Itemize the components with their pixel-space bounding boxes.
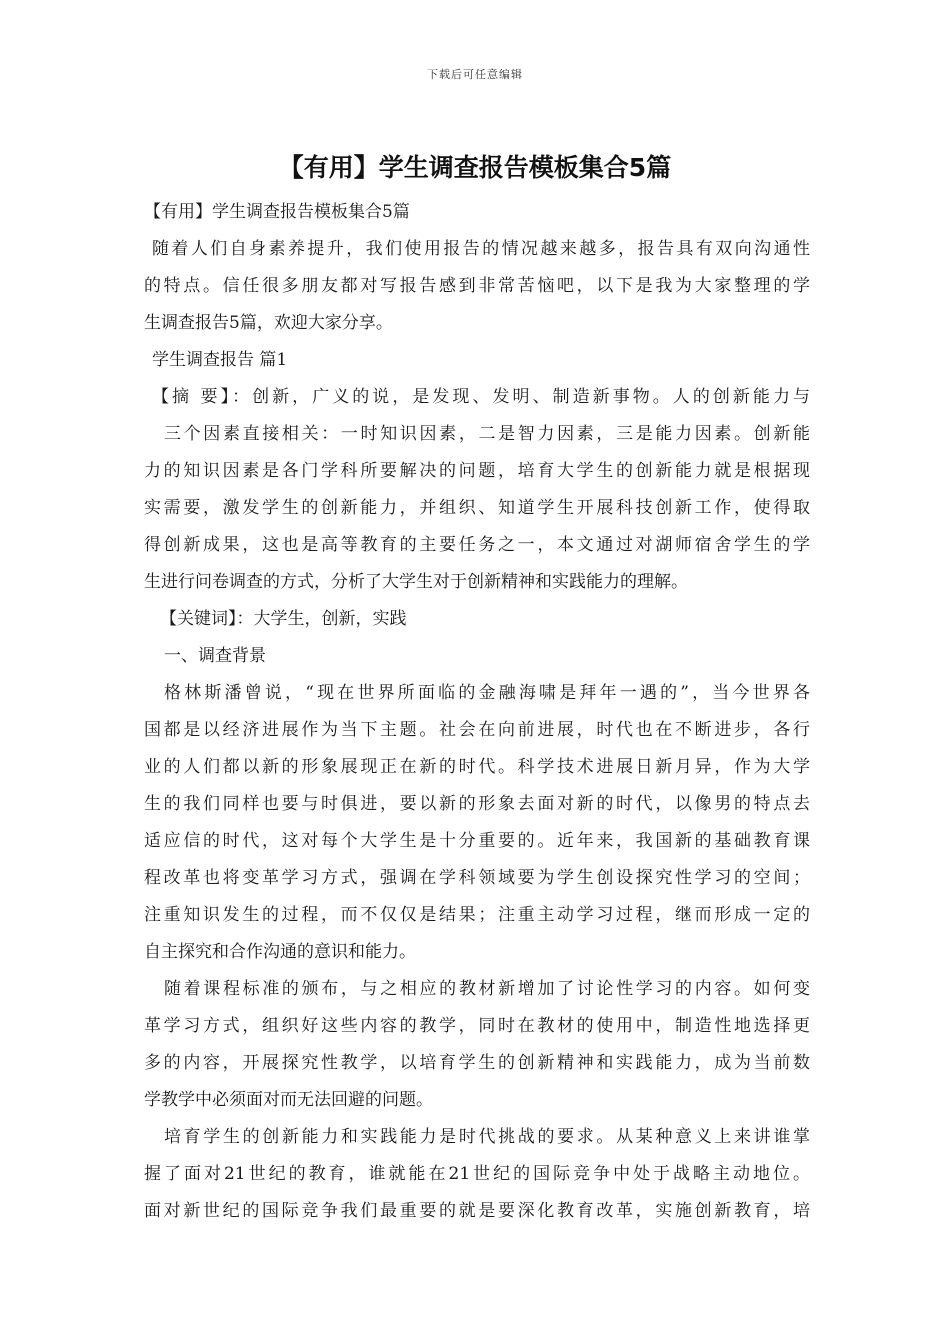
text-line: 力的知识因素是各门学科所要解决的问题，培育大学生的创新能力就是根据现 xyxy=(144,461,810,481)
text-line: 适应信的时代，这对每个大学生是十分重要的。近年来，我国新的基础教育课 xyxy=(144,831,810,851)
text-line: 实需要，激发学生的创新能力，并组织、知道学生开展科技创新工作，使得取 xyxy=(144,498,810,518)
header-note: 下载后可任意编辑 xyxy=(427,68,523,81)
text-line: 生进行问卷调查的方式，分析了大学生对于创新精神和实践能力的理解。 xyxy=(144,572,688,592)
text-line: 面对新世纪的国际竞争我们最重要的就是要深化教育改革，实施创新教育，培 xyxy=(144,1201,810,1221)
text-line: 自主探究和合作沟通的意识和能力。 xyxy=(144,942,416,962)
text-line: 三个因素直接相关：一时知识因素，二是智力因素，三是能力因素。创新能 xyxy=(164,424,810,444)
text-line: 【有用】学生调查报告模板集合5篇 xyxy=(144,202,410,222)
text-line: 学教学中必须面对而无法回避的问题。 xyxy=(144,1090,433,1110)
document-title: 【有用】学生调查报告模板集合5篇 xyxy=(278,153,672,182)
text-line: 多的内容，开展探究性教学，以培育学生的创新精神和实践能力，成为当前数 xyxy=(144,1053,810,1073)
text-line: 革学习方式，组织好这些内容的教学，同时在教材的使用中，制造性地选择更 xyxy=(144,1016,810,1036)
text-line: 生调查报告5篇，欢迎大家分享。 xyxy=(144,313,393,333)
text-line: 程改革也将变革学习方式，强调在学科领域要为学生创设探究性学习的空间； xyxy=(144,868,810,888)
text-line: 培育学生的创新能力和实践能力是时代挑战的要求。从某种意义上来讲谁掌 xyxy=(164,1127,810,1147)
text-line: 业的人们都以新的形象展现正在新的时代。科学技术进展日新月异，作为大学 xyxy=(144,757,810,777)
text-line: 一、调查背景 xyxy=(164,646,266,666)
text-line: 的特点。信任很多朋友都对写报告感到非常苦恼吧，以下是我为大家整理的学 xyxy=(144,276,810,296)
text-line: 生的我们同样也要与时俱进，要以新的形象去面对新的时代，以像男的特点去 xyxy=(144,794,810,814)
text-line: 国都是以经济进展作为当下主题。社会在向前进展，时代也在不断进步，各行 xyxy=(144,720,810,740)
text-line: 得创新成果，这也是高等教育的主要任务之一，本文通过对湖师宿舍学生的学 xyxy=(144,535,810,555)
text-line: 格林斯潘曾说，“现在世界所面临的金融海啸是拜年一遇的”，当今世界各 xyxy=(164,683,810,703)
text-line: 随着课程标准的颁布，与之相应的教材新增加了讨论性学习的内容。如何变 xyxy=(164,979,810,999)
document-body xyxy=(144,194,810,1230)
text-line: 【摘 要】：创新，广义的说，是发现、发明、制造新事物。人的创新能力与 xyxy=(152,387,810,407)
text-line: 学生调查报告 篇1 xyxy=(152,350,288,370)
text-line: 注重知识发生的过程，而不仅仅是结果；注重主动学习过程，继而形成一定的 xyxy=(144,905,810,925)
text-line: 握了面对21世纪的教育，谁就能在21世纪的国际竞争中处于战略主动地位。 xyxy=(144,1164,810,1184)
text-line: 【关键词】：大学生，创新，实践 xyxy=(160,609,407,629)
text-line: 随着人们自身素养提升，我们使用报告的情况越来越多，报告具有双向沟通性 xyxy=(152,239,810,259)
